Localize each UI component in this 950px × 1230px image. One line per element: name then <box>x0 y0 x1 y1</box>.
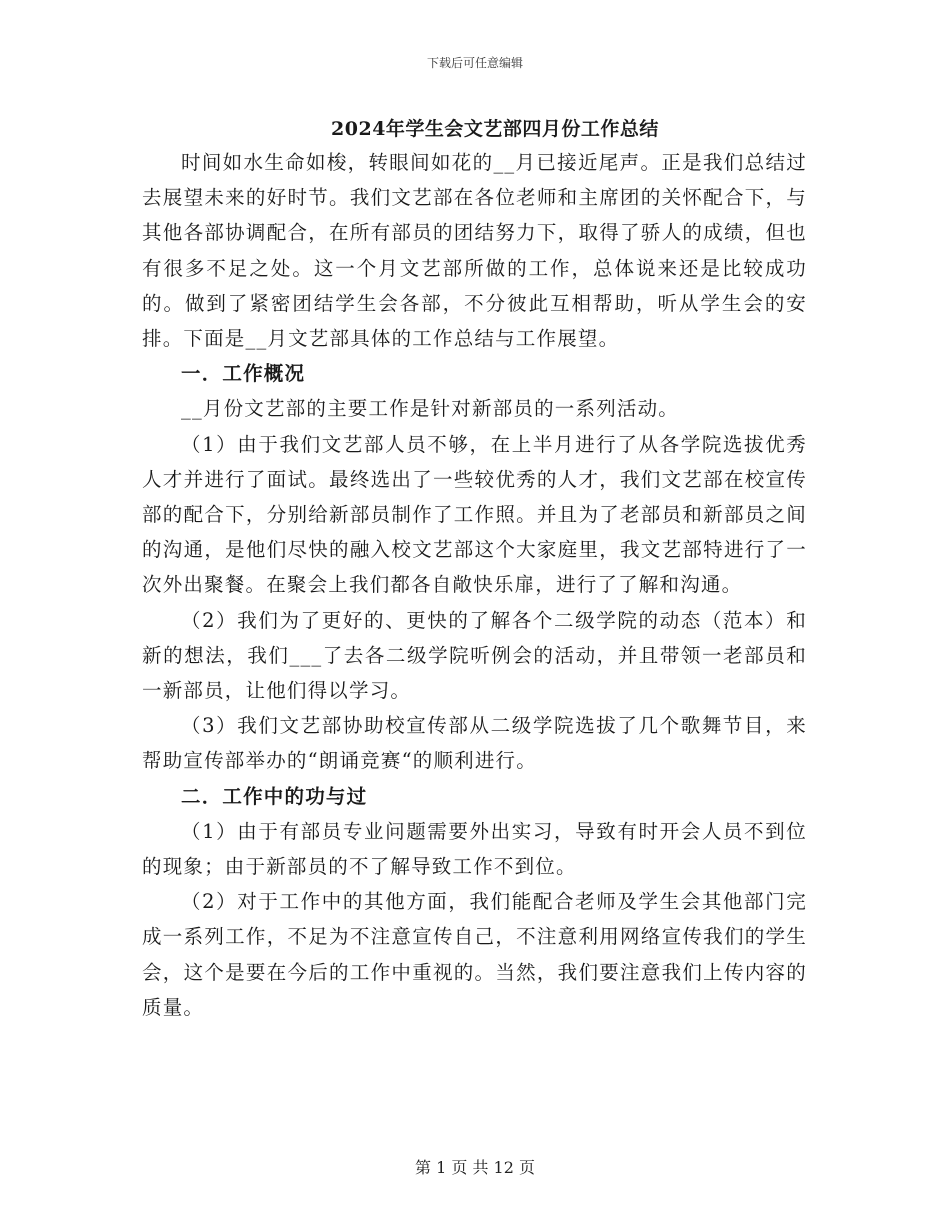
document-title: 2024年学生会文艺部四月份工作总结 <box>331 118 659 140</box>
header-note: 下载后可任意编辑 <box>426 56 523 70</box>
document-body <box>142 145 807 1025</box>
page-number: 第 1 页 共 12 页 <box>415 1158 535 1177</box>
overview-paragraph: __月份文艺部的主要工作是针对新部员的一系列活动。 <box>181 397 680 421</box>
intro-paragraph: 时间如水生命如梭，转眼间如花的__月已接近尾声。正是我们总结过去展望未来的好时节。我们文艺部在各位老师和主席团的关怀配合下，与其他各部协调配合，在所有部员的团结努力下，取得了骄人的成绩，但也有很多不足之处。这一个月文艺部所做的工作，总体说来还是比较成功的。做到了紧密团结学生会各部，不分彼此互相帮助，听从学生会的安排。下面是__月文艺部具体的工作总结与工作展望。 <box>142 151 807 351</box>
overview-item-1: （1）由于我们文艺部人员不够，在上半月进行了从各学院选拔优秀人才并进行了面试。最终选出了一些较优秀的人才，我们文艺部在校宣传部的配合下，分别给新部员制作了工作照。并且为了老部员和新部员之间的沟通，是他们尽快的融入校文艺部这个大家庭里，我文艺部特进行了一次外出聚餐。在聚会上我们都各自敞快乐扉，进行了了解和沟通。 <box>142 432 807 597</box>
overview-item-3: （3）我们文艺部协助校宣传部从二级学院选拔了几个歌舞节目，来帮助宣传部举办的“朗诵竞赛“的顺利进行。 <box>142 714 807 773</box>
merits-item-1: （1）由于有部员专业问题需要外出实习，导致有时开会人员不到位的现象；由于新部员的不了解导致工作不到位。 <box>142 819 807 879</box>
section-heading-overview: 一．工作概况 <box>181 362 306 386</box>
section-heading-merits: 二．工作中的功与过 <box>181 784 368 808</box>
overview-item-2: （2）我们为了更好的、更快的了解各个二级学院的动态（范本）和新的想法，我们___了去各二级学院听例会的活动，并且带领一老部员和一新部员，让他们得以学习。 <box>142 608 807 703</box>
merits-item-2: （2）对于工作中的其他方面，我们能配合老师及学生会其他部门完成一系列工作，不足为不注意宣传自己，不注意利用网络宣传我们的学生会，这个是要在今后的工作中重视的。当然，我们要注意我们上传内容的质量。 <box>142 890 807 1019</box>
